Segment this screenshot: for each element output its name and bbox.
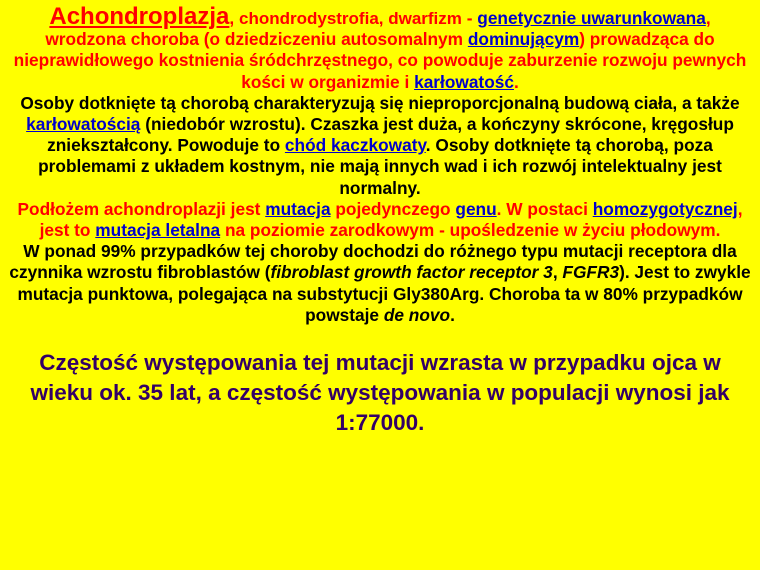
text-fragment: Podłożem achondroplazji jest bbox=[17, 198, 266, 219]
italic-term: de novo bbox=[383, 304, 451, 325]
text-fragment: W ponad 99% przypadków tej choroby dochodzi do różnego typu mutacji receptora dla czynnika wzrostu fibroblastów ( bbox=[9, 241, 737, 283]
text-fragment: . W postaci bbox=[496, 198, 593, 219]
paragraph-fgfr3 bbox=[8, 241, 752, 326]
text-fragment: (niedobór wzrostu). Czaszka jest duża, a kończyny skrócone, kręgosłup zniekształcony. Powoduje to bbox=[47, 114, 734, 156]
paragraph-definition bbox=[8, 3, 752, 93]
paragraph-cause bbox=[8, 199, 752, 241]
term-title: Achondroplazja bbox=[49, 3, 230, 30]
text-fragment: ) prowadząca do nieprawidłowego kostnienia śródchrzęstnego, co powoduje zaburzenie rozwoju pewnych kości w organizmie i bbox=[13, 29, 747, 92]
link-dominujacym[interactable]: dominującym bbox=[467, 29, 580, 50]
text-fragment: , wrodzona choroba (o dziedziczeniu autosomalnym bbox=[45, 8, 711, 50]
link-homozygotycznej[interactable]: homozygotycznej bbox=[592, 198, 738, 219]
text-fragment: . bbox=[450, 304, 455, 325]
text-fragment: , jest to bbox=[39, 198, 743, 241]
link-genu[interactable]: genu bbox=[455, 198, 497, 219]
text-fragment: , bbox=[552, 262, 563, 283]
link-chod-kaczkowaty[interactable]: chód kaczkowaty bbox=[284, 135, 426, 156]
alternative-names: chondrodystrofia, dwarfizm bbox=[238, 9, 462, 28]
link-mutacja-letalna[interactable]: mutacja letalna bbox=[95, 220, 221, 241]
italic-term: fibroblast growth factor receptor 3 bbox=[270, 262, 553, 283]
text-fragment: . bbox=[513, 71, 519, 92]
link-mutacja[interactable]: mutacja bbox=[265, 198, 331, 219]
paragraph-symptoms bbox=[8, 93, 752, 199]
text-fragment: ). Jest to zwykle mutacja punktowa, polegająca na substytucji Gly380Arg. Choroba ta w 80% przypadków powstaje bbox=[17, 262, 751, 325]
main-text-block bbox=[8, 3, 752, 326]
link-genetycznie[interactable]: genetycznie uwarunkowana bbox=[477, 8, 706, 28]
italic-term: FGFR3 bbox=[562, 262, 620, 283]
text-fragment: , bbox=[229, 8, 239, 28]
link-karlowatoscia[interactable]: karłowatością bbox=[26, 114, 141, 135]
text-fragment: pojedynczego bbox=[330, 198, 456, 219]
text-fragment: na poziomie zarodkowym - upośledzenie w życiu płodowym. bbox=[220, 220, 721, 241]
link-karlowatosc[interactable]: karłowatość bbox=[414, 71, 514, 92]
text-fragment: Osoby dotknięte tą chorobą charakteryzują się nieproporcjonalną budową ciała, a także bbox=[20, 92, 740, 113]
text-fragment: - bbox=[461, 8, 478, 28]
text-fragment: . Osoby dotknięte tą chorobą, poza problemami z układem kostnym, nie mają innych wad i ich rozwój intelektualny jest normalny. bbox=[38, 135, 722, 198]
footer-frequency: Częstość występowania tej mutacji wzrasta w przypadku ojca w wieku ok. 35 lat, a częstość występowania w populacji wynosi jak 1:77000. bbox=[30, 350, 730, 436]
